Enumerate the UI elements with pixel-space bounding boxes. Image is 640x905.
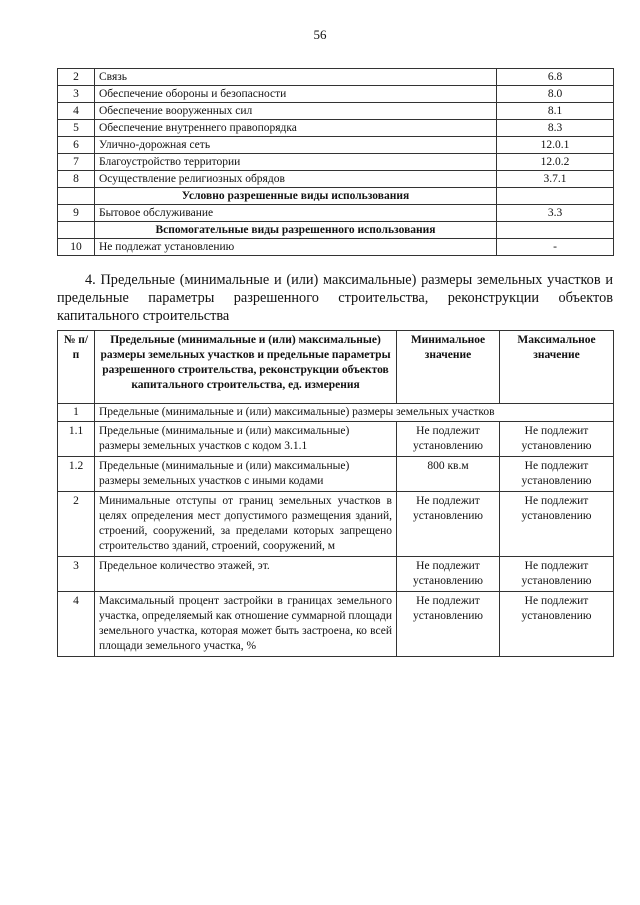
row-number: 5 — [58, 120, 95, 137]
row-number: 4 — [58, 103, 95, 120]
table-row — [58, 154, 614, 171]
table-row — [58, 557, 614, 592]
table-row — [58, 239, 614, 256]
use-name: Обеспечение вооруженных сил — [95, 103, 497, 120]
header-parameter: Предельные (минимальные и (или) максимальные) размеры земельных участков и предельные параметры разрешенного строительства, реконструкции объектов капитального строительства, ед. измерения — [95, 331, 397, 404]
section-4-text: 4. Предельные (минимальные и (или) максимальные) размеры земельных участков и предельные параметры разрешенного строительства, реконструкции объектов капитального строительства — [57, 272, 613, 324]
table-row — [58, 103, 614, 120]
row-number: 2 — [58, 492, 95, 557]
row-number: 1.1 — [58, 422, 95, 457]
use-code: 3.7.1 — [497, 171, 614, 188]
parameter-name: Предельное количество этажей, эт. — [95, 557, 397, 592]
section-spacer-cell — [497, 188, 614, 205]
row-number: 4 — [58, 592, 95, 657]
section-spacer-cell — [58, 188, 95, 205]
section-auxiliary-uses-heading: Вспомогательные виды разрешенного использования — [95, 222, 497, 239]
use-name: Благоустройство территории — [95, 154, 497, 171]
use-code: 3.3 — [497, 205, 614, 222]
parameter-name: Максимальный процент застройки в границах земельного участка, определяемый как отношение суммарной площади земельного участка, которая может быть застроена, ко всей площади земельного участка, % — [95, 592, 397, 657]
use-code: 8.0 — [497, 86, 614, 103]
min-value: Не подлежит установлению — [397, 422, 500, 457]
section-header-row — [58, 222, 614, 239]
max-value: Не подлежит установлению — [500, 422, 614, 457]
max-value: Не подлежит установлению — [500, 492, 614, 557]
parameter-name: Предельные (минимальные и (или) максимальные) размеры земельных участков с иными кодами — [95, 457, 397, 492]
table-row — [58, 404, 614, 422]
min-value: Не подлежит установлению — [397, 492, 500, 557]
table-row — [58, 205, 614, 222]
row-number: 6 — [58, 137, 95, 154]
use-code: 8.3 — [497, 120, 614, 137]
header-max-value: Максимальное значение — [500, 331, 614, 404]
table-header-row — [58, 331, 614, 404]
section-spacer-cell — [58, 222, 95, 239]
table-row — [58, 69, 614, 86]
row-number: 3 — [58, 557, 95, 592]
row-number: 1.2 — [58, 457, 95, 492]
plot-parameters-table — [57, 330, 614, 657]
row-number: 1 — [58, 404, 95, 422]
use-code: 12.0.1 — [497, 137, 614, 154]
permitted-uses-table — [57, 68, 614, 256]
row-number: 9 — [58, 205, 95, 222]
use-code: 8.1 — [497, 103, 614, 120]
page-number: 56 — [313, 27, 327, 42]
use-code: 12.0.2 — [497, 154, 614, 171]
use-code: - — [497, 239, 614, 256]
row-number: 8 — [58, 171, 95, 188]
min-value: Не подлежит установлению — [397, 592, 500, 657]
min-value: Не подлежит установлению — [397, 557, 500, 592]
use-name: Обеспечение внутреннего правопорядка — [95, 120, 497, 137]
table-row — [58, 137, 614, 154]
table-row — [58, 86, 614, 103]
section-header-row — [58, 188, 614, 205]
use-name: Не подлежат установлению — [95, 239, 497, 256]
table-row — [58, 457, 614, 492]
use-name: Обеспечение обороны и безопасности — [95, 86, 497, 103]
parameter-name: Предельные (минимальные и (или) максимальные) размеры земельных участков — [95, 404, 614, 422]
row-number: 2 — [58, 69, 95, 86]
section-conditional-uses-heading: Условно разрешенные виды использования — [95, 188, 497, 205]
table-row — [58, 120, 614, 137]
min-value: 800 кв.м — [397, 457, 500, 492]
use-name: Бытовое обслуживание — [95, 205, 497, 222]
max-value: Не подлежит установлению — [500, 457, 614, 492]
table-row — [58, 492, 614, 557]
parameter-name: Минимальные отступы от границ земельных участков в целях определения мест допустимого размещения зданий, строений, сооружений, за пределами которых запрещено строительство зданий, строений, сооружений, м — [95, 492, 397, 557]
use-name: Связь — [95, 69, 497, 86]
row-number: 10 — [58, 239, 95, 256]
section-spacer-cell — [497, 222, 614, 239]
row-number: 3 — [58, 86, 95, 103]
row-number: 7 — [58, 154, 95, 171]
header-min-value: Минимальное значение — [397, 331, 500, 404]
table-row — [58, 171, 614, 188]
use-code: 6.8 — [497, 69, 614, 86]
section-4-paragraph — [57, 271, 613, 325]
table-row — [58, 592, 614, 657]
use-name: Осуществление религиозных обрядов — [95, 171, 497, 188]
max-value: Не подлежит установлению — [500, 592, 614, 657]
header-number: № п/п — [58, 331, 95, 404]
table-row — [58, 422, 614, 457]
use-name: Улично-дорожная сеть — [95, 137, 497, 154]
max-value: Не подлежит установлению — [500, 557, 614, 592]
parameter-name: Предельные (минимальные и (или) максимальные) размеры земельных участков с кодом 3.1.1 — [95, 422, 397, 457]
